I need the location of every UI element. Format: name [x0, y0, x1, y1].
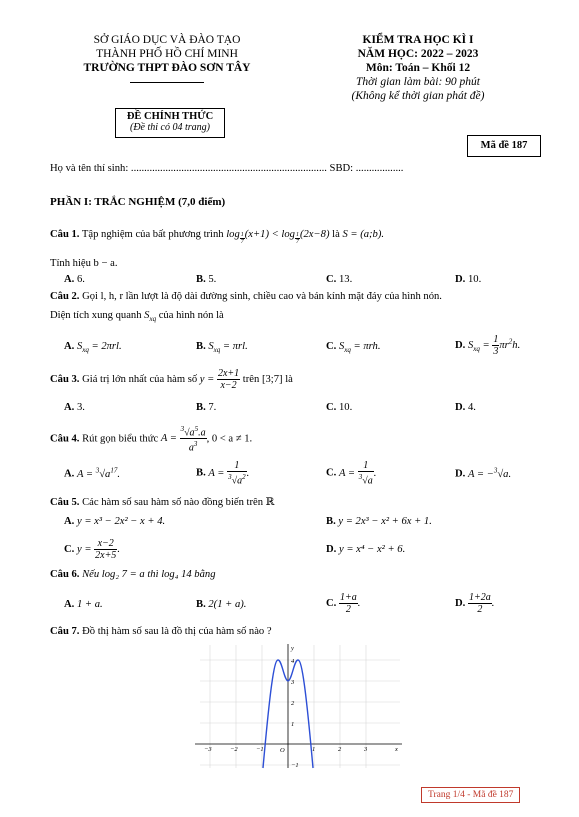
official-label: ĐỀ CHÍNH THỨC [126, 111, 214, 122]
q6-option-a[interactable]: A. 1 + a. [64, 599, 103, 610]
question-2 [50, 291, 442, 302]
question-2-text: Gọi l, h, r lần lượt là độ dài đường sinh, chiều cao và bán kính mặt đáy của hình nón. [82, 291, 442, 302]
question-1-label: Câu 1. [50, 229, 80, 240]
y-tick-2: 2 [291, 700, 295, 707]
exam-title: KIỂM TRA HỌC KÌ I [362, 34, 474, 46]
header-left [62, 33, 272, 75]
q3-option-d[interactable]: D. 4. [455, 402, 476, 413]
function-graph [190, 640, 410, 770]
official-box [115, 108, 225, 138]
school-year: NĂM HỌC: 2022 – 2023 [357, 48, 479, 60]
y-tick-1: 1 [291, 721, 295, 728]
question-1-inequality: log $_{\frac{1}{7}}$ (x+1) < log $_{\frac{1}{7}}$ (2x−8) [226, 229, 330, 245]
page-count-note: (Đề thi có 04 trang) [130, 122, 210, 133]
q3-option-a[interactable]: A. 3. [64, 402, 85, 413]
x-tick-3: 3 [364, 746, 368, 753]
question-3: Câu 3. Giá trị lớn nhất của hàm số y = $\frac{2x+1}{x-2}$ trên [3;7] là [50, 368, 293, 391]
subject: Môn: Toán – Khối 12 [365, 62, 471, 74]
q1-option-a[interactable]: A. 6. [64, 274, 85, 285]
school-name: TRƯỜNG THPT ĐÀO SƠN TÂY [83, 62, 251, 74]
y-tick-neg1: −1 [291, 762, 299, 769]
origin-label: O [280, 747, 285, 754]
page-footer: Trang 1/4 - Mã đề 187 [421, 787, 520, 803]
header-right [318, 33, 518, 103]
question-1 [50, 229, 384, 245]
q4-option-d[interactable]: D. A = −$^3$√a. [455, 466, 512, 480]
q5-option-b[interactable]: B. y = 2x³ − x² + 6x + 1. [326, 516, 432, 527]
section-title: PHẦN I: TRẮC NGHIỆM (7,0 điểm) [50, 196, 226, 208]
exam-code: Mã đề 187 [467, 135, 541, 157]
q2-option-a[interactable]: A. $S_{xq} = 2\pi rl$. [64, 341, 122, 355]
y-tick-3: 3 [291, 679, 295, 686]
question-6: Câu 6. Nếu log₂ 7 = a thì log₄ 14 bằng [50, 569, 216, 580]
student-info-line: Họ và tên thí sinh: .......................................................................... SBD: .................. [50, 163, 404, 174]
q6-option-d[interactable]: D. $\frac{1+2a}{2}$ . [455, 592, 495, 615]
question-7: Câu 7. Đồ thị hàm số sau là đồ thị của hàm số nào ? [50, 626, 272, 637]
q4-option-c[interactable]: C. A = $\frac{1}{^3√a}$ . [326, 460, 377, 487]
q1-option-d[interactable]: D. 10. [455, 274, 482, 285]
question-1-line2: Tính hiệu b − a. [50, 258, 118, 269]
question-1-mid: là [332, 229, 340, 240]
q2-option-b[interactable]: B. $S_{xq} = \pi rl$. [196, 341, 248, 355]
x-tick-1: 1 [312, 746, 316, 753]
q1-option-c[interactable]: C. 13. [326, 274, 353, 285]
q1-option-b[interactable]: B. 5. [196, 274, 217, 285]
duration: Thời gian làm bài: 90 phút [355, 76, 481, 88]
x-tick-2: 2 [338, 746, 342, 753]
department-name: SỞ GIÁO DỤC VÀ ĐÀO TẠO [93, 34, 241, 46]
q2-option-c[interactable]: C. $S_{xq} = \pi rh$. [326, 341, 381, 355]
duration-note: (Không kể thời gian phát đề) [351, 90, 485, 102]
y-tick-4: 4 [291, 658, 295, 665]
q6-option-b[interactable]: B. 2(1 + a). [196, 599, 247, 610]
x-tick-neg1: −1 [256, 746, 264, 753]
q4-option-a[interactable]: A. $A = ^3√a^{17}$. [64, 466, 120, 480]
q5-option-c[interactable]: C. y = $\frac{x-2}{2x+5}$ . [64, 538, 120, 561]
q5-option-d[interactable]: D. y = x⁴ − x² + 6. [326, 544, 406, 555]
q2-option-d[interactable]: D. $S_{xq}$ = $\frac{1}{3}$ $\pi r^2h$. [455, 334, 521, 357]
school-underline [130, 82, 204, 83]
q3-option-b[interactable]: B. 7. [196, 402, 217, 413]
question-2-label: Câu 2. [50, 291, 80, 302]
question-5: Câu 5. Các hàm số sau hàm số nào đồng biến trên ℝ [50, 497, 275, 508]
question-1-set: S = (a;b). [342, 229, 385, 240]
question-4: Câu 4. Rút gọn biểu thức A = $\frac{^3√a^5.a}{a^3}$ , 0 < a ≠ 1. [50, 425, 253, 454]
q5-option-a[interactable]: A. y = x³ − 2x² − x + 4. [64, 516, 166, 527]
q4-option-b[interactable]: B. A = $\frac{1}{^3√a^2}$ . [196, 460, 250, 487]
question-2-line2: Diện tích xung quanh $S_{xq}$ của hình nón là [50, 310, 224, 324]
q6-option-c[interactable]: C. $\frac{1+a}{2}$ . [326, 592, 361, 615]
x-axis-label: x [395, 746, 398, 753]
x-tick-neg3: −3 [204, 746, 212, 753]
y-axis-label: y [291, 645, 294, 652]
city-name: THÀNH PHỐ HỒ CHÍ MINH [96, 48, 238, 60]
x-tick-neg2: −2 [230, 746, 238, 753]
q3-option-c[interactable]: C. 10. [326, 402, 353, 413]
question-1-text: Tập nghiệm của bất phương trình [81, 229, 224, 240]
